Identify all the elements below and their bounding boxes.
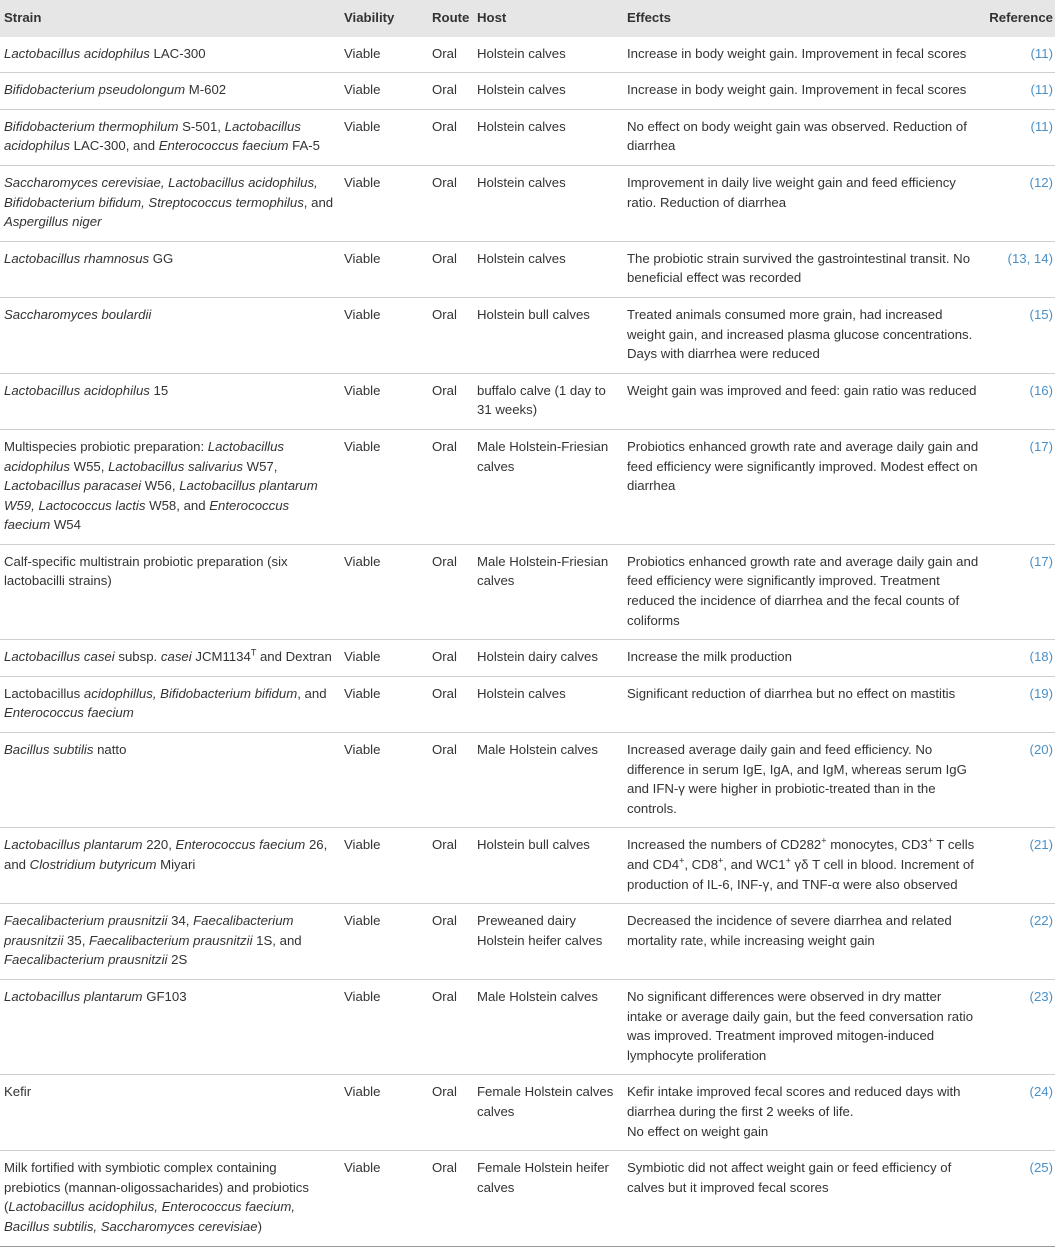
cell-strain [0,1151,340,1246]
cell-effects: Symbiotic did not affect weight gain or feed efficiency of calves but it improved fecal scores [623,1151,984,1246]
cell-host: Female Holstein heifer calves [473,1151,623,1246]
cell-text: Lactobacillus paracasei [4,478,142,494]
cell-viability: Viable [340,640,416,677]
cell-effects: Decreased the incidence of severe diarrhea and related mortality rate, while increasing weight gain [623,904,984,980]
cell-effects: Increase the milk production [623,640,984,677]
cell-viability: Viable [340,373,416,429]
cell-effects: Increase in body weight gain. Improvement in fecal scores [623,73,984,110]
cell-text: Aspergillus niger [4,214,102,230]
cell-host: Female Holstein calves calves [473,1075,623,1151]
cell-viability: Viable [340,979,416,1074]
cell-text: Calf-specific multistrain probiotic preparation (six lactobacilli strains) [4,553,288,589]
table-row [0,544,1055,639]
cell-strain [0,676,340,732]
header-route: Route [432,10,470,25]
cell-text: Miyari [156,857,196,872]
cell-effects: Significant reduction of diarrhea but no effect on mastitis [623,676,984,732]
cell-viability: Viable [340,109,416,165]
cell-text: 220, [142,837,176,853]
cell-text: Multispecies probiotic preparation: [4,438,208,454]
header-reference: Reference [989,10,1053,25]
cell-effects: Probiotics enhanced growth rate and average daily gain and feed efficiency were significantly improved. Modest effect on diarrhea [623,429,984,544]
cell-text: 1S, and [252,932,302,948]
cell-route: Oral [416,429,473,544]
cell-reference: (16) [984,373,1055,429]
cell-text: subsp. [114,649,161,665]
cell-text: M-602 [185,82,227,98]
cell-text: W54 [50,517,81,533]
cell-host: Male Holstein calves [473,979,623,1074]
table-row [0,640,1055,677]
cell-text: Lactobacillus rhamnosus [4,250,150,266]
cell-viability: Viable [340,429,416,544]
cell-text: Faecalibacterium prausnitzii [89,932,253,948]
cell-route: Oral [416,37,473,73]
cell-text: 2S [167,952,188,968]
cell-effects: Probiotics enhanced growth rate and average daily gain and feed efficiency were significantly improved. Treatment reduced the incidence of diarrhea and the fecal counts of coliforms [623,544,984,639]
cell-viability: Viable [340,1151,416,1246]
cell-text: , and WC1 [723,857,786,872]
cell-effects: The probiotic strain survived the gastrointestinal transit. No beneficial effect was recorded [623,241,984,297]
table-row [0,297,1055,373]
cell-text: W57, [242,458,278,474]
cell-text: Faecalibacterium prausnitzii [4,952,168,968]
table-row [0,979,1055,1074]
cell-viability: Viable [340,297,416,373]
table-row [0,73,1055,110]
cell-reference: (22) [984,904,1055,980]
cell-text: 34, [167,913,194,929]
cell-effects: No significant differences were observed in dry matter intake or average daily gain, but the feed conversation ratio was improved. Treatment improved mitogen-induced lymphocyte proliferation [623,979,984,1074]
cell-viability: Viable [340,904,416,980]
cell-viability: Viable [340,676,416,732]
cell-strain [0,828,340,904]
cell-text: ) [257,1218,262,1234]
table-body [0,37,1055,1246]
table-row [0,429,1055,544]
cell-text: Lactobacillus plantarum [4,988,143,1004]
cell-text: Milk fortified with symbiotic complex containing prebiotics (mannan-oligossacharides) and probiotics ( [4,1160,309,1215]
cell-text: W56, [141,478,180,494]
cell-text: W55, [69,458,109,474]
cell-text: T [250,647,257,658]
cell-host: Male Holstein calves [473,733,623,828]
cell-viability: Viable [340,733,416,828]
cell-viability: Viable [340,1075,416,1151]
cell-text: Lactobacillus acidophilus [4,118,301,154]
cell-host: Holstein calves [473,109,623,165]
cell-strain [0,544,340,639]
table-row [0,373,1055,429]
table-row [0,165,1055,241]
cell-strain [0,1075,340,1151]
cell-text: , and [297,685,327,701]
cell-effects: No effect on body weight gain was observed. Reduction of diarrhea [623,109,984,165]
cell-reference: (12) [984,165,1055,241]
cell-text: Lactobacillus acidophilus [4,45,150,61]
cell-text: casei [160,649,192,665]
cell-host: Holstein calves [473,676,623,732]
table-row [0,904,1055,980]
cell-reference: (19) [984,676,1055,732]
cell-route: Oral [416,828,473,904]
cell-viability: Viable [340,37,416,73]
cell-strain [0,733,340,828]
cell-route: Oral [416,241,473,297]
cell-text: Lactobacillus plantarum [4,837,143,853]
cell-reference: (17) [984,429,1055,544]
table-row [0,241,1055,297]
cell-text: T cells and CD4 [627,837,975,872]
cell-text: LAC-300 [149,45,206,61]
cell-text: monocytes, CD3 [826,837,928,853]
cell-host: Holstein bull calves [473,297,623,373]
cell-strain [0,165,340,241]
cell-route: Oral [416,73,473,110]
cell-route: Oral [416,733,473,828]
cell-strain [0,37,340,73]
cell-effects: Kefir intake improved fecal scores and reduced days with diarrhea during the first 2 weeks of life. No effect on weight gain [623,1075,984,1151]
cell-reference: (20) [984,733,1055,828]
cell-route: Oral [416,544,473,639]
cell-text: γδ T cell in blood. Increment of production of IL-6, INF-γ, and TNF-α were also observed [627,857,974,892]
table-row [0,1075,1055,1151]
cell-text: FA-5 [288,138,320,154]
cell-text: Lactobacillus salivarius [108,458,243,474]
cell-text: GF103 [142,988,187,1004]
table-row [0,676,1055,732]
table-row [0,828,1055,904]
cell-effects: Weight gain was improved and feed: gain ratio was reduced [623,373,984,429]
cell-text: and Dextran [256,649,332,665]
cell-reference: (17) [984,544,1055,639]
cell-text: + [821,836,827,847]
cell-text: Lactobacillus casei [4,649,115,665]
cell-effects: Increase in body weight gain. Improvement in fecal scores [623,37,984,73]
cell-text: W58, and [145,497,210,513]
table-row [0,1151,1055,1246]
cell-text: 15 [149,382,169,398]
cell-reference: (11) [984,73,1055,110]
cell-text: Lactobacillus plantarum W59, Lactococcus lactis [4,478,318,513]
cell-strain [0,241,340,297]
cell-text: + [679,855,685,866]
cell-text: JCM1134 [191,649,251,665]
table-row [0,109,1055,165]
cell-text: Increased the numbers of CD282 [627,837,822,853]
cell-text: Saccharomyces cerevisiae, Lactobacillus acidophilus, Bifidobacterium bifidum, Streptococcus termophilus [4,174,318,210]
cell-host: Holstein bull calves [473,828,623,904]
cell-text: + [718,855,724,866]
cell-text: Kefir [4,1084,32,1100]
cell-text: Faecalibacterium prausnitzii [4,913,294,948]
cell-viability: Viable [340,241,416,297]
cell-text: , CD8 [684,857,719,872]
cell-text: + [785,855,791,866]
cell-text: Clostridium butyricum [29,857,157,872]
cell-text: 35, [63,932,90,948]
cell-text: Enterococcus faecium [158,138,289,154]
cell-reference: (25) [984,1151,1055,1246]
header-viability: Viability [344,10,395,25]
cell-text: 26, and [4,837,328,872]
header-effects: Effects [627,10,671,25]
cell-strain [0,429,340,544]
cell-text: Enterococcus faecium [175,837,306,853]
cell-viability: Viable [340,165,416,241]
cell-reference: (11) [984,37,1055,73]
cell-text: Enterococcus faecium [4,497,290,533]
cell-host: Holstein calves [473,73,623,110]
header-row [0,0,1055,37]
cell-host: Preweaned dairy Holstein heifer calves [473,904,623,980]
cell-viability: Viable [340,828,416,904]
header-strain: Strain [4,10,42,25]
cell-host: buffalo calve (1 day to 31 weeks) [473,373,623,429]
cell-text: + [927,836,933,847]
cell-reference: (13, 14) [984,241,1055,297]
cell-text: GG [149,250,174,266]
cell-reference: (15) [984,297,1055,373]
cell-strain [0,297,340,373]
header-host: Host [477,10,507,25]
cell-route: Oral [416,676,473,732]
cell-reference: (18) [984,640,1055,677]
cell-host: Holstein calves [473,165,623,241]
cell-route: Oral [416,979,473,1074]
cell-strain [0,904,340,980]
cell-text: Lactobacillus acidophilus [4,382,150,398]
cell-strain [0,73,340,110]
cell-reference: (24) [984,1075,1055,1151]
cell-route: Oral [416,1151,473,1246]
cell-effects [623,828,984,904]
cell-reference: (11) [984,109,1055,165]
cell-route: Oral [416,904,473,980]
cell-reference: (23) [984,979,1055,1074]
cell-text: Bifidobacterium pseudolongum [4,82,186,98]
cell-strain [0,109,340,165]
cell-strain [0,373,340,429]
cell-route: Oral [416,640,473,677]
cell-text: Bacillus subtilis [4,742,94,758]
cell-text: LAC-300, and [69,138,159,154]
cell-reference: (21) [984,828,1055,904]
cell-viability: Viable [340,73,416,110]
cell-text: Lactobacillus acidophilus [4,438,285,474]
cell-text: , and [303,194,334,210]
cell-route: Oral [416,109,473,165]
cell-text: acidophillus, Bifidobacterium bifidum [83,685,298,701]
cell-text: Bifidobacterium thermophilum [4,118,179,134]
cell-text: Lactobacillus [4,685,84,701]
cell-host: Holstein calves [473,241,623,297]
cell-text: S-501, [178,118,225,134]
cell-text: Enterococcus faecium [4,705,134,721]
cell-text: Faecalibacterium prausnitzii [4,913,168,929]
cell-strain [0,979,340,1074]
cell-effects: Increased average daily gain and feed efficiency. No difference in serum IgE, IgA, and IgM, whereas serum IgG and IFN-γ were higher in probiotic-treated than in the controls. [623,733,984,828]
cell-host: Male Holstein-Friesian calves [473,544,623,639]
cell-route: Oral [416,165,473,241]
cell-strain [0,640,340,677]
table-row [0,37,1055,73]
cell-text: natto [93,742,127,758]
cell-host: Holstein calves [473,37,623,73]
cell-route: Oral [416,373,473,429]
table-row [0,733,1055,828]
cell-route: Oral [416,297,473,373]
cell-host: Male Holstein-Friesian calves [473,429,623,544]
cell-route: Oral [416,1075,473,1151]
cell-effects: Treated animals consumed more grain, had increased weight gain, and increased plasma glucose concentrations. Days with diarrhea were reduced [623,297,984,373]
cell-host: Holstein dairy calves [473,640,623,677]
cell-effects: Improvement in daily live weight gain and feed efficiency ratio. Reduction of diarrhea [623,165,984,241]
cell-text: Lactobacillus acidophilus, Enterococcus faecium, Bacillus subtilis, Saccharomyces cerevisiae [4,1199,296,1234]
cell-text: Saccharomyces boulardii [4,306,152,322]
cell-viability: Viable [340,544,416,639]
